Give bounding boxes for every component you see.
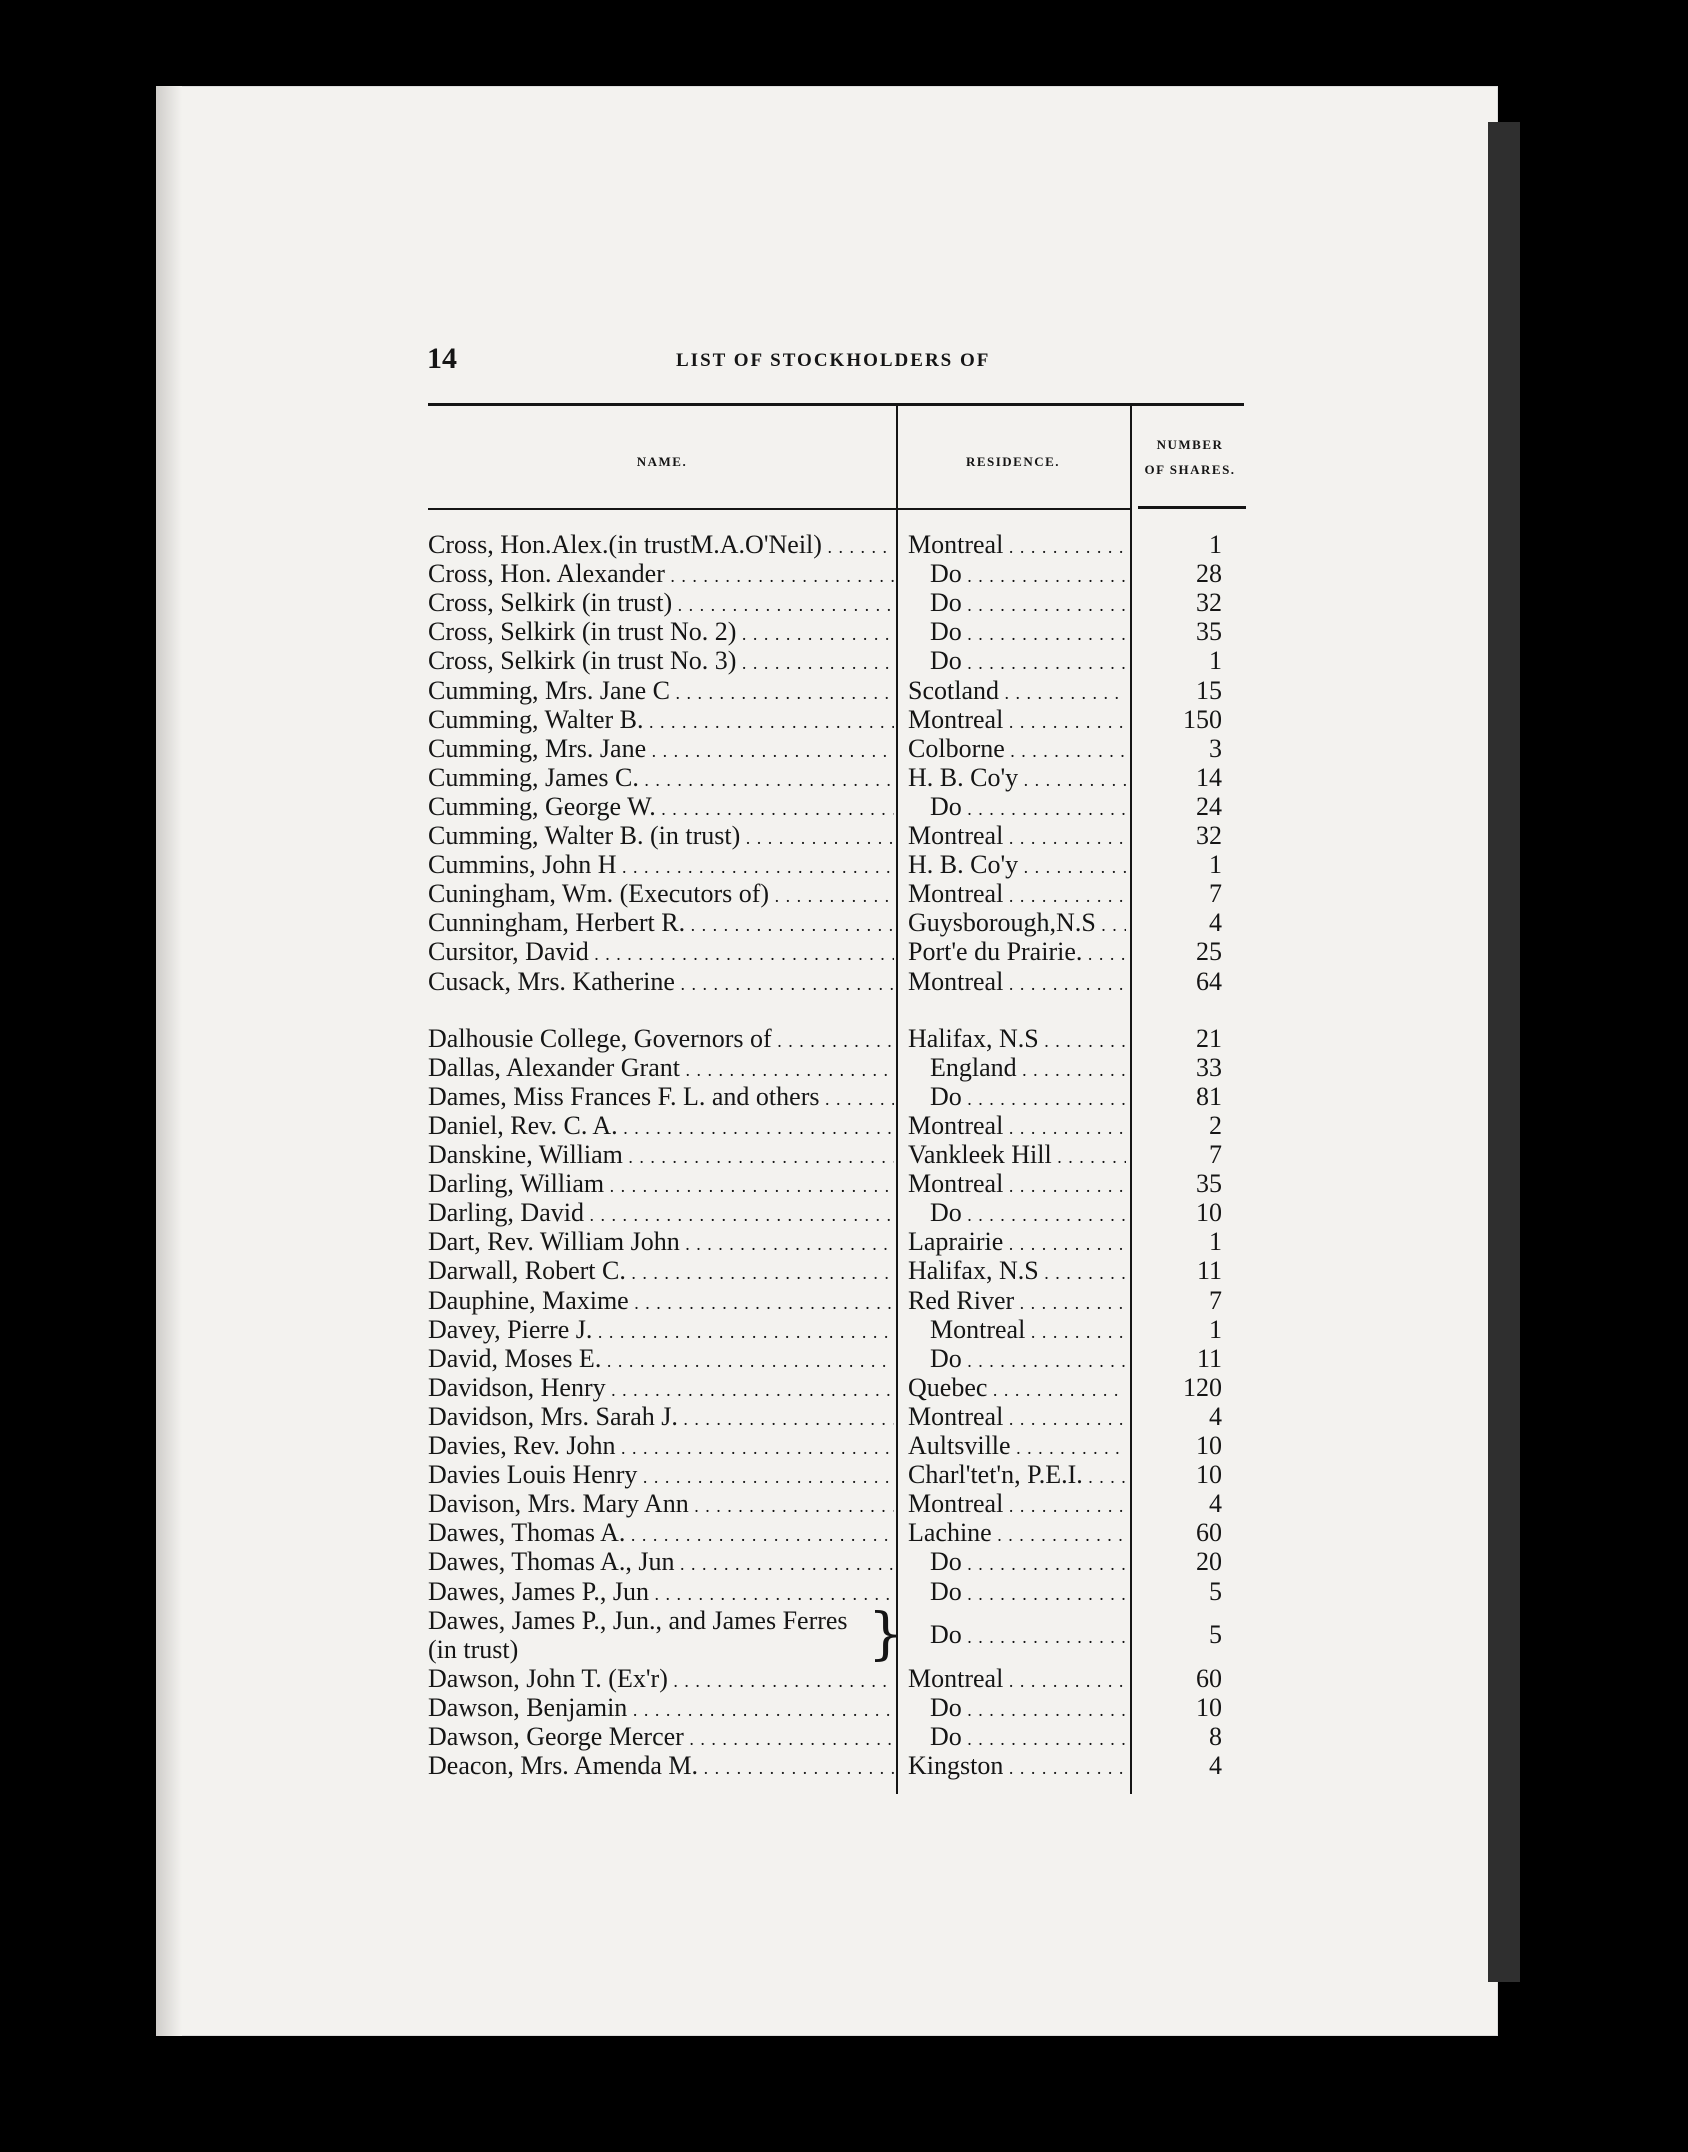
table-row bbox=[0, 1082, 1688, 1111]
stockholder-name: Davey, Pierre J. . . . bbox=[428, 1315, 894, 1347]
stockholder-residence: Quebec . . . bbox=[908, 1373, 1126, 1405]
stockholder-residence: Montreal . . . bbox=[908, 1111, 1126, 1143]
stockholder-residence: Laprairie . . . bbox=[908, 1227, 1126, 1259]
table-row bbox=[0, 1053, 1688, 1082]
table-row bbox=[0, 1227, 1688, 1256]
table-row bbox=[0, 792, 1688, 821]
stockholder-name: Dalhousie College, Governors of . . . bbox=[428, 1024, 894, 1056]
table-row bbox=[0, 1664, 1688, 1693]
stockholder-shares: 10 bbox=[1196, 1460, 1222, 1490]
stockholder-residence: Red River . . . bbox=[908, 1286, 1126, 1318]
shares-header-rule bbox=[1138, 506, 1246, 509]
stockholder-residence: Montreal . . . bbox=[908, 821, 1126, 853]
stockholder-name: Deacon, Mrs. Amenda M. . . . bbox=[428, 1751, 894, 1783]
table-row bbox=[0, 1577, 1688, 1606]
stockholder-name: Daniel, Rev. C. A. . . . bbox=[428, 1111, 894, 1143]
table-row bbox=[0, 676, 1688, 705]
stockholder-shares: 81 bbox=[1196, 1081, 1222, 1111]
table-row bbox=[0, 617, 1688, 646]
stockholder-shares: 60 bbox=[1196, 1663, 1222, 1693]
stockholder-residence: Lachine . . . bbox=[908, 1518, 1126, 1550]
stockholder-shares: 15 bbox=[1196, 675, 1222, 705]
stockholder-shares: 5 bbox=[1209, 1576, 1222, 1606]
stockholder-name: Danskine, William . . . bbox=[428, 1140, 894, 1172]
table-row bbox=[0, 879, 1688, 908]
stockholder-residence: Montreal . . . bbox=[908, 1489, 1126, 1521]
stockholder-residence: Do . . . bbox=[908, 792, 1126, 824]
stockholder-shares: 10 bbox=[1196, 1692, 1222, 1722]
stockholder-name: Davidson, Mrs. Sarah J. . . . bbox=[428, 1402, 894, 1434]
stockholder-residence: Halifax, N.S . . . bbox=[908, 1256, 1126, 1288]
stockholder-shares: 1 bbox=[1209, 1227, 1222, 1257]
stockholder-name: Cuningham, Wm. (Executors of) . . . bbox=[428, 879, 894, 911]
table-row bbox=[0, 1431, 1688, 1460]
stockholder-name: Dallas, Alexander Grant . . . bbox=[428, 1053, 894, 1085]
table-row bbox=[0, 1256, 1688, 1285]
table-row bbox=[0, 967, 1688, 996]
table-row bbox=[0, 559, 1688, 588]
stockholder-name: Dawes, Thomas A. . . . bbox=[428, 1518, 894, 1550]
stockholder-residence: H. B. Co'y . . . bbox=[908, 850, 1126, 882]
stockholder-name: Dawes, Thomas A., Jun . . . bbox=[428, 1547, 894, 1579]
stockholder-residence: England . . . bbox=[908, 1053, 1126, 1085]
stockholder-name: Dawes, James P., Jun . . . bbox=[428, 1577, 894, 1609]
table-row bbox=[0, 646, 1688, 675]
stockholder-name: Dawson, George Mercer . . . bbox=[428, 1722, 894, 1754]
stockholder-shares: 120 bbox=[1183, 1372, 1222, 1402]
table-row bbox=[0, 1373, 1688, 1402]
stockholder-name: Cusack, Mrs. Katherine . . . bbox=[428, 967, 894, 999]
stockholder-name: David, Moses E. . . . bbox=[428, 1344, 894, 1376]
table-row bbox=[0, 850, 1688, 879]
stockholder-shares: 24 bbox=[1196, 791, 1222, 821]
stockholder-residence: Charl'tet'n, P.E.I. . . . bbox=[908, 1460, 1126, 1492]
column-header-name: NAME. bbox=[636, 454, 688, 469]
stockholder-shares: 64 bbox=[1196, 966, 1222, 996]
stockholder-shares: 4 bbox=[1209, 1489, 1222, 1519]
stockholder-shares: 32 bbox=[1196, 588, 1222, 618]
stockholder-shares: 14 bbox=[1196, 762, 1222, 792]
stockholder-name: Cumming, Walter B. (in trust) . . . bbox=[428, 821, 894, 853]
column-header-residence: RESIDENCE. bbox=[965, 454, 1061, 469]
table-row bbox=[0, 1315, 1688, 1344]
stockholder-name: Dawson, Benjamin . . . bbox=[428, 1693, 894, 1725]
table-row bbox=[0, 1489, 1688, 1518]
page-number: 14 bbox=[427, 342, 457, 375]
header-rule bbox=[428, 508, 1130, 510]
stockholder-name: Cross, Hon.Alex.(in trustM.A.O'Neil) . . . bbox=[428, 530, 894, 562]
stockholder-residence: Do . . . bbox=[908, 1693, 1126, 1725]
stockholder-shares: 20 bbox=[1196, 1547, 1222, 1577]
stockholder-shares: 32 bbox=[1196, 821, 1222, 850]
stockholder-residence: Do . . . bbox=[908, 1620, 1126, 1652]
stockholder-residence: Montreal . . . bbox=[908, 879, 1126, 911]
stockholder-residence: Colborne . . . bbox=[908, 734, 1126, 766]
table-row bbox=[0, 1169, 1688, 1198]
stockholder-name: Cross, Hon. Alexander . . . bbox=[428, 559, 894, 591]
stockholder-name: Davison, Mrs. Mary Ann . . . bbox=[428, 1489, 894, 1521]
stockholder-shares: 4 bbox=[1209, 1751, 1222, 1781]
stockholder-shares: 11 bbox=[1196, 1343, 1222, 1373]
stockholder-name: Davies Louis Henry . . . bbox=[428, 1460, 894, 1492]
table-row bbox=[0, 1601, 1688, 1667]
stockholder-residence: Kingston . . . bbox=[908, 1751, 1126, 1783]
stockholder-residence: Montreal . . . bbox=[908, 705, 1126, 737]
table-row bbox=[0, 1751, 1688, 1780]
stockholder-shares: 1 bbox=[1209, 850, 1222, 880]
table-row bbox=[0, 1402, 1688, 1431]
stockholder-shares: 150 bbox=[1183, 704, 1222, 734]
stockholder-residence: H. B. Co'y . . . bbox=[908, 763, 1126, 795]
stockholder-shares: 10 bbox=[1196, 1198, 1222, 1228]
stockholder-shares: 8 bbox=[1209, 1722, 1222, 1751]
stockholder-residence: Do . . . bbox=[908, 1577, 1126, 1609]
stockholder-residence: Montreal . . . bbox=[908, 1402, 1126, 1434]
stockholder-residence: Halifax, N.S . . . bbox=[908, 1024, 1126, 1056]
stockholder-residence: Do . . . bbox=[908, 617, 1126, 649]
stockholder-shares: 35 bbox=[1196, 617, 1222, 647]
table-row bbox=[0, 821, 1688, 850]
stockholder-name: Cumming, George W. . . . bbox=[428, 792, 894, 824]
stockholder-residence: Port'e du Prairie. . . . bbox=[908, 937, 1126, 969]
brace-icon: } bbox=[868, 1601, 904, 1667]
column-header-shares-line1: NUMBER bbox=[1156, 437, 1224, 452]
stockholder-residence: Scotland . . . bbox=[908, 676, 1126, 708]
stockholder-name: Darling, William . . . bbox=[428, 1169, 894, 1201]
stockholder-name: Dart, Rev. William John . . . bbox=[428, 1227, 894, 1259]
stockholder-shares: 5 bbox=[1209, 1619, 1222, 1649]
stockholder-shares: 28 bbox=[1196, 559, 1222, 589]
stockholder-shares: 33 bbox=[1196, 1052, 1222, 1082]
stockholder-residence: Montreal . . . bbox=[908, 530, 1126, 562]
stockholder-name: Cumming, James C. . . . bbox=[428, 763, 894, 795]
stockholder-shares: 7 bbox=[1209, 1285, 1222, 1315]
stockholder-residence: Guysborough,N.S . . . bbox=[908, 908, 1126, 940]
column-header-shares-line2: OF SHARES. bbox=[1144, 462, 1236, 477]
stockholder-name: Cross, Selkirk (in trust No. 3) . . . bbox=[428, 646, 894, 678]
table-row bbox=[0, 1518, 1688, 1547]
stockholder-name: Cumming, Mrs. Jane C . . . bbox=[428, 676, 894, 708]
stockholder-name: Darling, David . . . bbox=[428, 1198, 894, 1230]
stockholder-residence: Montreal . . . bbox=[908, 1664, 1126, 1696]
stockholder-shares: 3 bbox=[1209, 733, 1222, 763]
stockholder-name: Cummins, John H . . . bbox=[428, 850, 894, 882]
table-row bbox=[0, 1693, 1688, 1722]
stockholder-residence: Vankleek Hill . . . bbox=[908, 1140, 1126, 1172]
stockholder-residence: Do . . . bbox=[908, 559, 1126, 591]
stockholder-shares: 7 bbox=[1209, 879, 1222, 909]
stockholder-residence: Do . . . bbox=[908, 1344, 1126, 1376]
table-row bbox=[0, 763, 1688, 792]
stockholder-residence: Aultsville . . . bbox=[908, 1431, 1126, 1463]
table-row bbox=[0, 734, 1688, 763]
table-row bbox=[0, 1198, 1688, 1227]
stockholder-shares: 4 bbox=[1209, 1401, 1222, 1431]
stockholder-residence: Do . . . bbox=[908, 588, 1126, 620]
table-row bbox=[0, 588, 1688, 617]
stockholder-name: Dauphine, Maxime . . . bbox=[428, 1286, 894, 1318]
table-row bbox=[0, 530, 1688, 559]
stockholder-shares: 4 bbox=[1209, 908, 1222, 938]
stockholder-name: Cross, Selkirk (in trust No. 2) . . . bbox=[428, 617, 894, 649]
table-row bbox=[0, 705, 1688, 734]
stockholder-name: Cross, Selkirk (in trust) . . . bbox=[428, 588, 894, 620]
running-title: LIST OF STOCKHOLDERS OF bbox=[676, 350, 991, 371]
table-top-rule bbox=[428, 403, 1244, 406]
table-row bbox=[0, 937, 1688, 966]
stockholder-shares: 1 bbox=[1209, 646, 1222, 676]
stockholder-name: Davies, Rev. John . . . bbox=[428, 1431, 894, 1463]
table-row bbox=[0, 908, 1688, 937]
table-row bbox=[0, 1460, 1688, 1489]
stockholder-shares: 35 bbox=[1196, 1169, 1222, 1199]
stockholder-residence: Montreal . . . bbox=[908, 1315, 1126, 1347]
stockholder-residence: Do . . . bbox=[908, 646, 1126, 678]
stockholder-shares: 7 bbox=[1209, 1140, 1222, 1169]
table-row bbox=[0, 1344, 1688, 1373]
stockholder-name: Cumming, Mrs. Jane . . . bbox=[428, 734, 894, 766]
stockholder-name: Cumming, Walter B. . . . bbox=[428, 705, 894, 737]
stockholder-shares: 25 bbox=[1196, 937, 1222, 967]
table-row bbox=[0, 1722, 1688, 1751]
stockholder-residence: Do . . . bbox=[908, 1722, 1126, 1754]
stockholder-shares: 2 bbox=[1209, 1110, 1222, 1140]
stockholder-name: Davidson, Henry . . . bbox=[428, 1373, 894, 1405]
stockholder-shares: 60 bbox=[1196, 1518, 1222, 1548]
table-row bbox=[0, 1286, 1688, 1315]
stockholder-residence: Montreal . . . bbox=[908, 1169, 1126, 1201]
stockholder-shares: 1 bbox=[1209, 1314, 1222, 1344]
stockholder-name: Dames, Miss Frances F. L. and others . . . bbox=[428, 1082, 894, 1114]
table-row bbox=[0, 1111, 1688, 1140]
stockholder-shares: 1 bbox=[1209, 530, 1222, 559]
stockholder-residence: Do . . . bbox=[908, 1198, 1126, 1230]
stockholder-name: Dawson, John T. (Ex'r) . . . bbox=[428, 1664, 894, 1696]
table-row bbox=[0, 1024, 1688, 1053]
stockholder-residence: Do . . . bbox=[908, 1547, 1126, 1579]
stockholder-name: Darwall, Robert C. . . . bbox=[428, 1256, 894, 1288]
table-row bbox=[0, 1140, 1688, 1169]
stockholder-shares: 11 bbox=[1196, 1256, 1222, 1286]
stockholder-residence: Montreal . . . bbox=[908, 967, 1126, 999]
stockholder-shares: 10 bbox=[1196, 1431, 1222, 1460]
stockholder-shares: 21 bbox=[1196, 1023, 1222, 1053]
column-header-shares bbox=[1132, 432, 1248, 482]
stockholder-residence: Do . . . bbox=[908, 1082, 1126, 1114]
stockholder-name: Cursitor, David . . . bbox=[428, 937, 894, 969]
table-row bbox=[0, 1547, 1688, 1576]
stockholder-name: Dawes, James P., Jun., and James Ferres (in trust) bbox=[428, 1605, 848, 1664]
stockholder-name: Cunningham, Herbert R. . . . bbox=[428, 908, 894, 940]
